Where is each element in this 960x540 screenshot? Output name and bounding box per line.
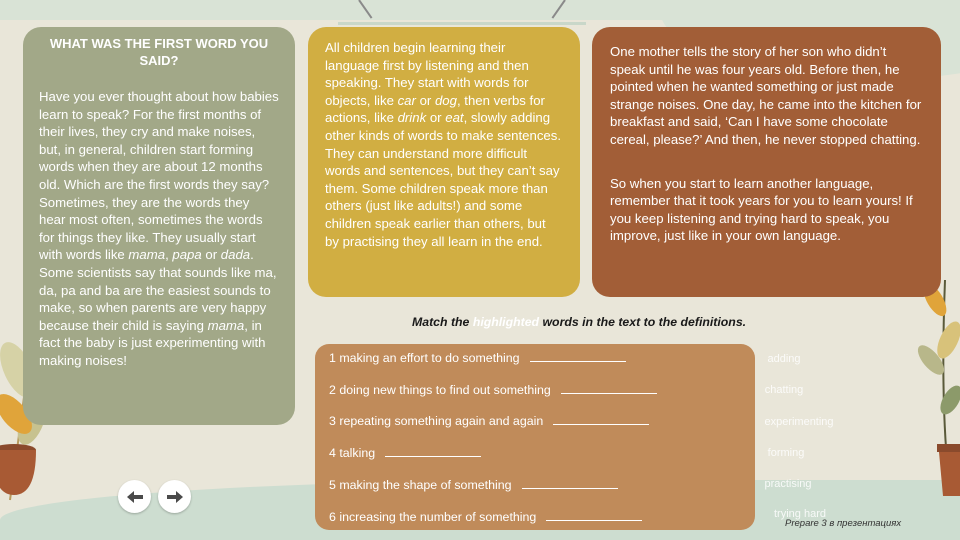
definition-3 [329,414,649,428]
definition-4-text: 4 talking [329,446,376,460]
first-word-text [39,88,279,370]
arrow-left-icon [125,490,145,504]
word-dada: dada [220,247,251,263]
first-word-sep-1: , [165,247,173,263]
hanging-frame [338,0,586,25]
pot-right-decoration [935,440,960,500]
word-mama-2: mama [207,317,245,333]
answer-blank-2[interactable] [561,383,657,394]
answer-blank-1[interactable] [530,351,626,362]
answer-blank-5[interactable] [522,478,618,489]
word-dog: dog [434,92,457,108]
definition-5-text: 5 making the shape of something [329,478,512,492]
exercise-instruction [412,315,746,329]
definition-2-text: 2 doing new things to find out something [329,383,551,397]
word-bank-adding[interactable]: adding [767,353,801,365]
learning-sep-2: or [426,110,446,126]
definition-6-text: 6 increasing the number of something [329,510,537,524]
answer-blank-3[interactable] [553,414,649,425]
first-word-text-2: . Some scientists say that sounds like ma, da, pa and ba are the easiest sounds to make, so when parents are very happy because their child is saying [39,247,277,333]
definition-5 [329,478,618,492]
instruction-after: words in the text to the definitions. [539,315,747,329]
word-mama: mama [128,247,166,263]
learning-text [325,39,563,250]
instruction-before: Match the [412,315,473,329]
word-drink: drink [397,110,427,126]
word-bank-forming[interactable]: forming [767,447,805,459]
word-bank-experimenting[interactable]: experimenting [764,416,834,428]
learning-text-1: All children begin learning their language first by listening and then speaking. They start with words for objects, like [325,40,529,108]
story-paragraph-1: One mother tells the story of her son who didn’t speak until he was four years old. Before then, he pointed when he wanted something or just made strange noises. One day, he came into the kitchen for breakfast and said, ‘Can I have some chocolate cereal, please?’ And then, he never stopped chatting. [610,44,922,147]
learning-text-3: , slowly adding other kinds of words to make sentences. They can understand more difficult words and sentences, but they can’t say them. Some children speak more than others (just like adults!) and some children speak earlier than others, but by practising they all learn in the end. [325,110,562,249]
answer-blank-6[interactable] [546,510,642,521]
learning-text-2: , then verbs for actions, like [325,92,545,126]
story-card [592,27,941,297]
definition-2 [329,383,657,397]
first-word-text-1: Have you ever thought about how babies learn to speak? For the first months of their lives, they cry and make noises, but, in general, children start forming words when they are about 12 months old. Which are the first words they say? Sometimes, they are the words they hear most often, sometimes the words for things they like. They usually start with words like [39,89,279,263]
answer-blank-4[interactable] [385,446,481,457]
definition-1 [329,351,626,365]
arrow-right-icon [165,490,185,504]
next-button[interactable] [158,480,191,513]
word-eat: eat [445,110,464,126]
word-papa: papa [172,247,202,263]
previous-button[interactable] [118,480,151,513]
first-word-text-3: , in fact the baby is just experimenting with making noises! [39,317,266,368]
word-bank-chatting[interactable]: chatting [764,384,804,396]
definition-4 [329,446,481,460]
first-word-card [23,27,295,425]
definition-3-text: 3 repeating something again and again [329,414,544,428]
first-word-sep-2: or [201,247,221,263]
learning-sep-1: or [415,92,435,108]
word-bank-practising[interactable]: practising [764,478,812,490]
word-bank-trying-hard[interactable]: trying hard [774,508,826,520]
definitions-box [315,344,755,530]
learning-card [308,27,580,297]
first-word-title: WHAT WAS THE FIRST WORD YOU SAID? [49,36,269,68]
definition-6 [329,510,642,524]
story-paragraph-2: So when you start to learn another language, remember that it took years for you to learn yours! If you keep listening and trying hard to speak, you improve, just like in your own language. [610,175,913,244]
footer-caption: Prepare 3 в презентациях [785,518,902,529]
definition-1-text: 1 making an effort to do something [329,351,520,365]
pot-left-decoration [0,440,40,500]
instruction-highlight: highlighted [472,315,540,329]
word-car: car [397,92,416,108]
